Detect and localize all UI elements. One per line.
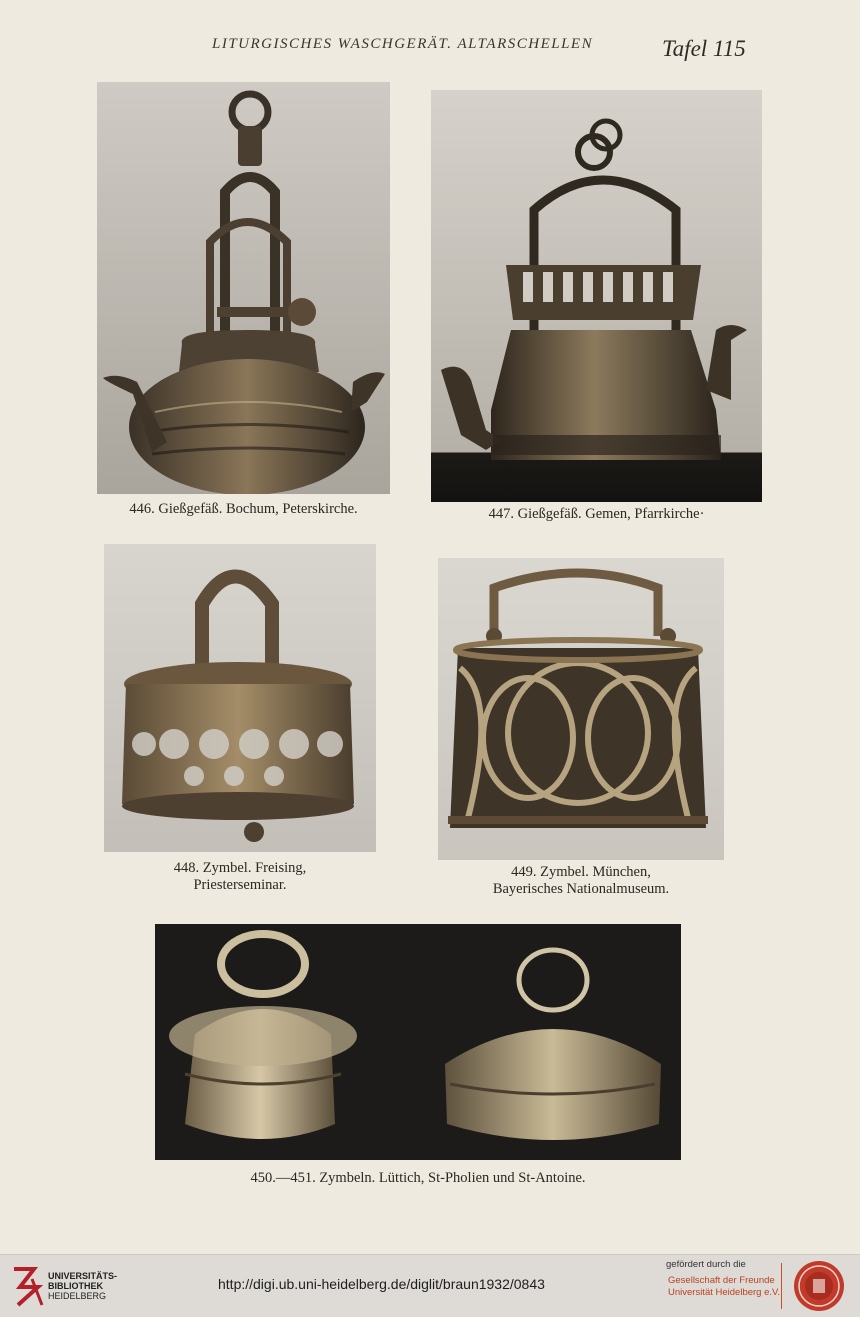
library-line: UNIVERSITÄTS- (48, 1271, 118, 1281)
sponsor-name (668, 1275, 780, 1299)
sponsor-label: gefördert durch die (666, 1259, 746, 1270)
photo-450-451-cymbals (155, 924, 681, 1160)
caption-449 (438, 864, 724, 898)
caption-line: Bayerisches Nationalmuseum. (492, 881, 670, 897)
library-line: HEIDELBERG (48, 1291, 107, 1301)
university-library-logo-icon (10, 1265, 46, 1307)
sponsor-line: Gesellschaft der Freunde (668, 1275, 775, 1286)
university-seal-icon (792, 1259, 846, 1313)
caption-line: 448. Zymbel. Freising, (173, 860, 307, 876)
library-line: BIBLIOTHEK (48, 1281, 103, 1291)
photo-448-cymbal (104, 544, 376, 852)
photo-446-ewer (97, 82, 390, 494)
caption-450-451 (155, 1170, 681, 1187)
sponsor-divider (781, 1263, 782, 1309)
caption-line: 450.—451. Zymbeln. Lüttich, St-Pholien und St-Antoine. (250, 1170, 586, 1186)
plate-number: Tafel 115 (662, 36, 746, 61)
permalink-url[interactable]: http://digi.ub.uni-heidelberg.de/diglit/braun1932/0843 (218, 1276, 545, 1292)
photo-449-cymbal (438, 558, 724, 860)
library-name (48, 1271, 117, 1301)
caption-line: 446. Gießgefäß. Bochum, Peterskirche. (129, 501, 358, 517)
footer-bar (0, 1254, 860, 1317)
caption-448 (104, 860, 376, 894)
caption-line: Priesterseminar. (193, 877, 287, 893)
running-title: LITURGISCHES WASCHGERÄT. ALTARSCHELLEN (212, 36, 594, 52)
caption-447 (431, 506, 762, 523)
caption-446 (97, 501, 390, 518)
sponsor-line: Universität Heidelberg e.V. (668, 1287, 781, 1298)
caption-line: 447. Gießgefäß. Gemen, Pfarrkirche· (488, 506, 705, 522)
photo-447-ewer (431, 90, 762, 502)
caption-line: 449. Zymbel. München, (511, 864, 651, 880)
